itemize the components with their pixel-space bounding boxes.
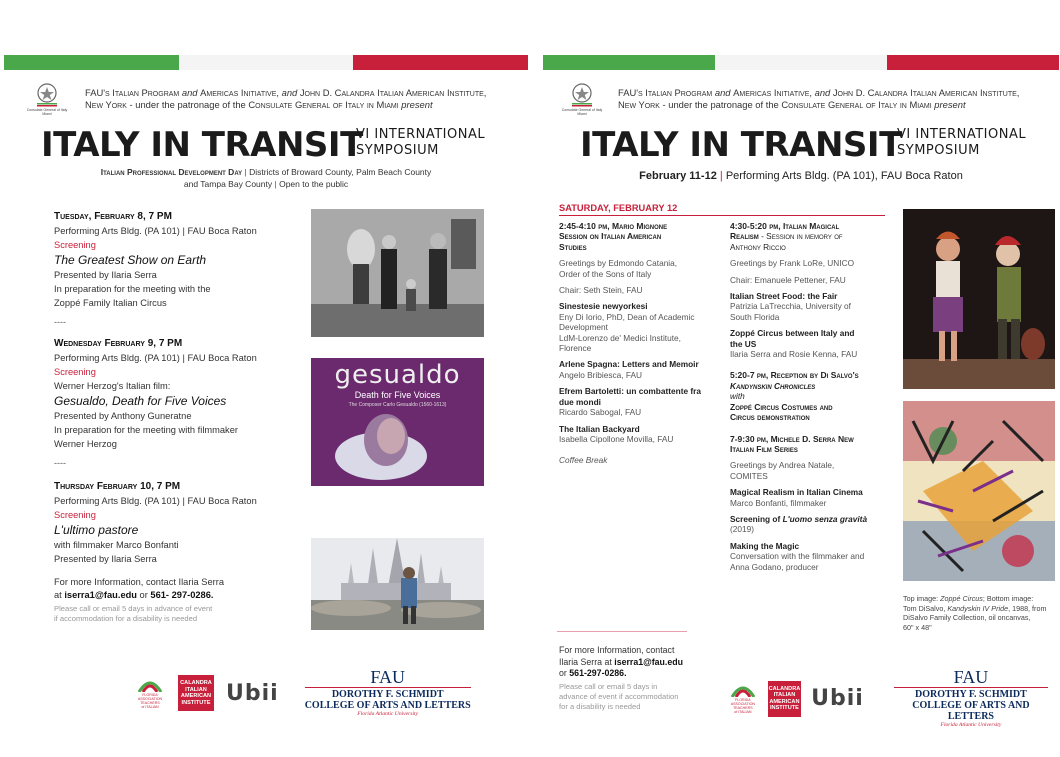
- program-column-2: 4:30-5:20 pm, Italian Magical Realism - Session in memory of Anthony Riccio Greetings by Frank LoRe, UNICO Chair: Emanuele Pettener, FAU Italian Street Food: the Fair Patrizia LaTrecchia, University of South Florida Zoppé Circus between Italy and the US Ilaria Serra and Rosie Kenna, FAU 5:20-7 pm, Reception by Di Salvo's Kandynskin Chronicles with Zoppé Circus Costumes and Circus demonstration 7-9:30 pm, Michele D. Serra New Italian Film Series Greetings by Andrea Natale, COMITES Magical Realism in Italian Cinema Marco Bonfanti, filmmaker Screening of L'uomo senza gravità (2019) Making the Magic Conversation with the filmmaker and Anna Godano, producer: [730, 221, 868, 572]
- event-location: Performing Arts Bldg. (PA 101) | FAU Boca Raton: [54, 353, 257, 363]
- divider-dots: ----: [54, 317, 66, 327]
- event-date: Thursday February 10, 7 PM: [54, 481, 181, 492]
- divider-line: [557, 631, 687, 632]
- event-location: Performing Arts Bldg. (PA 101) | FAU Boca Raton: [54, 226, 257, 236]
- event-type: Screening: [54, 240, 96, 250]
- day-header: SATURDAY, FEBRUARY 12: [559, 203, 885, 216]
- fau-logo: FAU DOROTHY F. SCHMIDT COLLEGE OF ARTS AND LETTERS Florida Atlantic University: [894, 668, 1048, 729]
- fau-logo: FAU DOROTHY F. SCHMIDT COLLEGE OF ARTS AND LETTERS Florida Atlantic University: [304, 667, 471, 717]
- emblem-caption: Consulate General of Italy Miami: [561, 108, 603, 116]
- divider-dots: ----: [54, 458, 66, 468]
- consulate-emblem: [557, 81, 607, 117]
- kandyskin-painting: [903, 401, 1055, 581]
- fati-arch-icon: [137, 678, 163, 692]
- italian-flag-stripe: [543, 55, 1059, 70]
- page-title: ITALY IN TRANSIT: [41, 125, 363, 165]
- contact-info: For more Information, contact Ilaria Serra at iserra1@fau.edu or 561- 297-0286. Please call or email 5 days in advance of event if accommodation for a disability is needed: [54, 577, 224, 623]
- event-tuesday: Tuesday, February 8, 7 PM Performing Arts Bldg. (PA 101) | FAU Boca Raton Screening The Greatest Show on Earth Presented by Ilaria Serra In preparation for the meeting with the Zoppé Family Italian Circus: [54, 210, 294, 310]
- circus-photo: [311, 209, 484, 337]
- event-thursday: Thursday February 10, 7 PM Performing Arts Bldg. (PA 101) | FAU Boca Raton Screening L'ultimo pastore with filmmaker Marco Bonfanti Presented by Ilaria Serra: [54, 480, 294, 566]
- gesualdo-poster: gesualdo Death for Five Voices The Composer Carlo Gesualdo (1560-1613): [311, 358, 484, 486]
- fati-logo: FLORIDA ASSOCIATION TEACHERS of ITALIAN: [728, 683, 758, 714]
- event-date: Tuesday, February 8, 7 PM: [54, 211, 172, 222]
- contact-email: iserra1@fau.edu: [64, 590, 137, 600]
- page-title: ITALY IN TRANSIT: [580, 125, 902, 165]
- event-type: Screening: [54, 367, 96, 377]
- contact-email: iserra1@fau.edu: [614, 656, 683, 667]
- symposium-dates: February 11-12 | Performing Arts Bldg. (PA 101), FAU Boca Raton: [639, 170, 963, 182]
- film-title: The Greatest Show on Earth: [54, 253, 207, 267]
- italian-flag-stripe: [4, 55, 528, 70]
- page-subtitle: VI INTERNATIONAL SYMPOSIUM: [356, 127, 486, 158]
- contact-info: For more Information, contact Ilaria Serra at iserra1@fau.edu or 561-297-0286. Please call or email 5 days in advance of event if accommodation for a disability is needed: [559, 645, 683, 711]
- image-caption: Top image: Zoppé Circus; Bottom image: Tom DiSalvo, Kandyskin IV Pride, 1988, from DiSalvo Family Collection, oil oncanvas, 60" x 48": [903, 594, 1047, 632]
- event-location: Performing Arts Bldg. (PA 101) | FAU Boca Raton: [54, 496, 257, 506]
- event-wednesday: Wednesday February 9, 7 PM Performing Arts Bldg. (PA 101) | FAU Boca Raton Screening Werner Herzog's Italian film: Gesualdo, Death for Five Voices Presented by Anthony Guneratne In preparation for the meeting with filmmaker Werner Herzog: [54, 337, 294, 451]
- program-column-1: 2:45-4:10 pm, Mario Mignone Session on Italian American Studies Greetings by Edmondo Catania, Order of the Sons of Italy Chair: Seth Stein, FAU Sinestesie newyorkesi Eny Di Iorio, PhD, Dean of Academic Development LdM-Lorenzo de' Medici Institute, Florence Arlene Spagna: Letters and Memoir Angelo Bribiesca, FAU Efrem Bartoletti: un combattente fra due mondi Ricardo Sabogal, FAU The Italian Backyard Isabella Cipollone Movilla, FAU Coffee Break: [559, 221, 701, 466]
- page-subtitle: VI INTERNATIONAL SYMPOSIUM: [897, 127, 1027, 158]
- fati-logo: FLORIDA ASSOCIATION TEACHERS of ITALIAN: [134, 678, 166, 709]
- film-title: L'ultimo pastore: [54, 523, 139, 537]
- emblem-caption: Consulate General of Italy Miami: [26, 108, 68, 116]
- presenter-credits: FAU's Italian Program and Americas Initiative, and John D. Calandra Italian American Institute, New York - under the patronage of the Consulate General of Italy in Miami present: [85, 87, 487, 110]
- contact-phone: 561-297-0286.: [569, 668, 627, 678]
- event-date: Wednesday February 9, 7 PM: [54, 338, 183, 349]
- fati-arch-icon: [730, 683, 756, 697]
- ubii-logo: Ubii: [226, 680, 279, 706]
- presenter-credits: FAU's Italian Program and Americas Initiative, and John D. Calandra Italian American Institute, New York - under the patronage of the Consulate General of Italy in Miami present: [618, 87, 1020, 110]
- calandra-logo: CALANDRA ITALIAN AMERICAN INSTITUTE: [178, 675, 214, 711]
- right-flyer-page: [543, 55, 1059, 745]
- event-info-line: Italian Professional Development Day | Districts of Broward County, Palm Beach County and Tampa Bay County | Open to the public: [100, 167, 432, 189]
- left-flyer-page: [4, 55, 528, 745]
- ubii-logo: Ubii: [811, 686, 864, 711]
- zoppe-circus-photo: [903, 209, 1055, 389]
- italy-emblem-icon: [567, 81, 597, 107]
- milan-cathedral-photo: [311, 538, 484, 630]
- film-title: Gesualdo, Death for Five Voices: [54, 394, 227, 408]
- italy-emblem-icon: [32, 81, 62, 107]
- consulate-emblem: [22, 81, 72, 117]
- sponsor-logos: [728, 668, 1048, 729]
- calandra-logo: CALANDRA ITALIAN AMERICAN INSTITUTE: [768, 681, 801, 717]
- contact-phone: 561- 297-0286.: [150, 590, 214, 600]
- event-type: Screening: [54, 510, 96, 520]
- sponsor-logos: [134, 668, 474, 718]
